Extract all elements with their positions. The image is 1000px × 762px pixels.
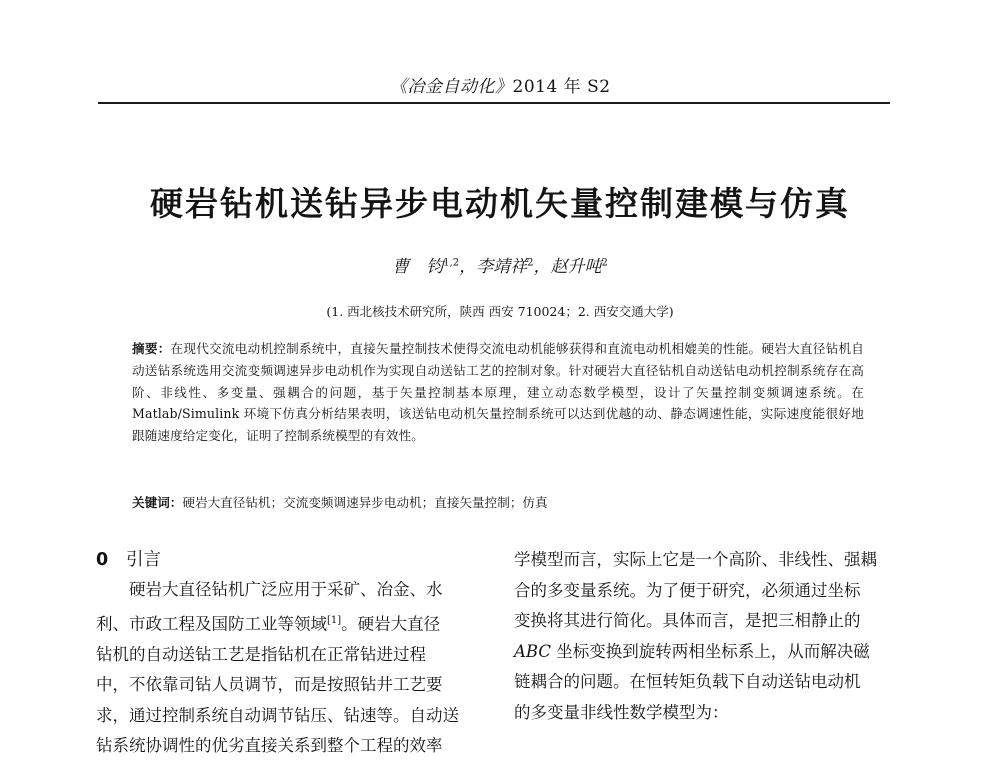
keywords <box>132 492 864 514</box>
text-line: 链耦合的问题。在恒转矩负载下自动送钻电动机 <box>514 672 861 691</box>
text-line: 学模型而言，实际上它是一个高阶、非线性、强耦 <box>514 550 877 569</box>
text-line: 的多变量非线性数学模型为： <box>514 702 729 722</box>
keywords-text: 硬岩大直径钻机；交流变频调速异步电动机；直接矢量控制；仿真 <box>182 495 548 510</box>
text-line: 钻系统协调性的优劣直接关系到整个工程的效率 <box>96 736 443 755</box>
author-1: 曹 钧 <box>392 257 444 277</box>
journal-issue: 2014 年 S2 <box>512 77 611 97</box>
text-fragment: 坐标变换到旋转两相坐标系上，从而解决磁 <box>550 641 870 661</box>
abstract <box>132 338 864 447</box>
abstract-text: 在现代交流电动机控制系统中，直接矢量控制技术使得交流电动机能够获得和直流电动机相媲美的性能。硬岩大直径钻机自动送钻系统选用交流变频调速异步电动机作为实现自动送钻工艺的控制对象。针对硬岩大直径钻机自动送钻电动机控制系统存在高阶、非线性、多变量、强耦合的问题，基于矢量控制基本原理，建立动态数学模型，设计了矢量控制变频调速系统。在 Matlab/Simulink 环境下仿真分析结果表明，该送钻电动机矢量控制系统可以达到优越的动、静态调速性能，实际速度能很好地跟随速度给定变化，证明了控制系统模型的有效性。 <box>132 341 864 444</box>
journal-header <box>390 72 611 97</box>
citation-ref: [1] <box>327 614 342 626</box>
journal-name: 《冶金自动化》 <box>390 77 513 97</box>
left-column <box>96 545 484 762</box>
text-fragment: 。硬岩大直径 <box>341 614 441 633</box>
author-3-affil: 2 <box>601 257 608 269</box>
text-line <box>96 606 484 640</box>
paper-title: 硬岩钻机送钻异步电动机矢量控制建模与仿真 <box>150 184 850 223</box>
author-3: ，赵升吨 <box>533 257 602 277</box>
text-fragment: 利、市政工程及国防工业等领域 <box>96 614 327 633</box>
header-rule <box>98 102 890 104</box>
text-line: 硬岩大直径钻机广泛应用于采矿、冶金、水 <box>129 580 443 599</box>
affiliation: (1. 西北核技术研究所，陕西 西安 710024；2. 西安交通大学) <box>326 304 674 319</box>
text-line: 中，不依靠司钻人员调节，而是按照钻井工艺要 <box>96 675 443 694</box>
author-2: ，李靖祥 <box>459 257 528 277</box>
text-line: 变换将其进行简化。具体而言，是把三相静止的 <box>514 611 861 630</box>
text-line: 求，通过控制系统自动调节钻压、钻速等。自动送 <box>96 705 459 725</box>
right-column <box>514 545 896 728</box>
author-2-affil: 2 <box>527 257 534 269</box>
section-number: 0 <box>96 550 109 570</box>
author-list <box>0 252 1000 277</box>
intro-paragraph <box>96 575 484 762</box>
keywords-label: 关键词： <box>132 495 183 510</box>
text-line <box>514 637 896 668</box>
section-title: 引言 <box>126 550 161 570</box>
math-abc: ABC <box>514 641 551 661</box>
author-1-affil: 1,2 <box>443 257 460 269</box>
text-line: 合的多变量系统。为了便于研究，必须通过坐标 <box>514 580 861 600</box>
section-heading <box>96 545 484 575</box>
text-line: 钻机的自动送钻工艺是指钻机在正常钻进过程 <box>96 644 426 664</box>
abstract-label: 摘要： <box>132 341 171 356</box>
